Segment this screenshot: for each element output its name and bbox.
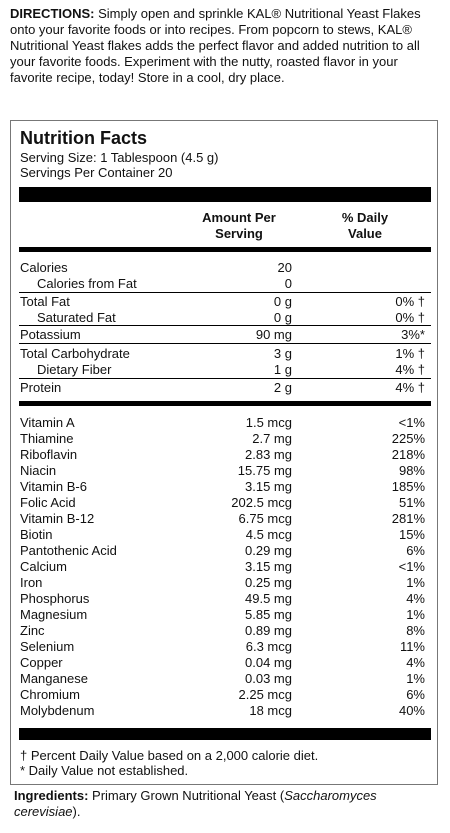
nutrition-facts-title: Nutrition Facts [20,128,148,148]
nutrient-row [19,294,431,310]
nutrient-name: Riboflavin [20,447,78,462]
nutrient-daily-value: 218% [391,447,425,462]
nutrient-row [19,362,431,378]
nutrient-name: Total Carbohydrate [20,346,130,361]
nutrient-row [19,380,431,396]
nutrient-row [19,623,431,639]
nutrient-name: Phosphorus [20,591,90,606]
nutrient-name: Potassium [20,327,81,342]
nutrient-name: Copper [20,655,63,670]
nutrient-daily-value: 1% [406,671,425,686]
nutrient-daily-value: 281% [391,511,425,526]
footnote-dv-not-established: * Daily Value not established. [20,763,189,778]
nutrient-amount: 90 mg [255,327,292,342]
nutrient-row [19,511,431,527]
dv-header-line1: % Daily [341,210,389,225]
footnote-divider [19,728,431,740]
row-divider [19,378,431,379]
nutrient-row [19,575,431,591]
nutrient-amount: 0.89 mg [245,623,292,638]
ingredients-close: ). [72,804,81,819]
directions-body: Simply open and sprinkle KAL® Nutritional Yeast Flakes onto your favorite foods or into recipes. From popcorn to stews, KAL® Nutritional Yeast flakes adds the perfect flavor and added nutrition to all your favorite foods. Experiment with the nutty, roasted flavor in your favorite recipe, today! Store in a cool, dry place. [10,6,421,85]
nutrient-row [19,415,431,431]
nutrient-daily-value: 98% [398,463,425,478]
nutrient-daily-value: <1% [398,415,425,430]
nutrient-daily-value: 225% [391,431,425,446]
nutrient-daily-value: 11% [399,639,425,654]
nutrient-amount: 1 g [273,362,292,377]
nutrient-daily-value: 1% † [395,346,425,361]
nutrient-amount: 3.15 mg [245,559,292,574]
nutrient-daily-value: 3%* [401,327,425,342]
nutrient-daily-value: 15% [398,527,425,542]
nutrient-name: Calories [20,260,68,275]
nutrient-amount: 6.75 mcg [238,511,292,526]
nutrient-row [19,543,431,559]
nutrition-facts-panel [10,120,438,785]
ingredients-text [14,788,434,820]
amount-header-line2: Serving [215,226,263,241]
nutrient-daily-value: 4% [406,591,425,606]
nutrient-row [19,639,431,655]
ingredients-body: Primary Grown Nutritional Yeast ( [88,788,285,803]
row-divider [19,343,431,344]
nutrient-row [19,327,431,343]
thick-divider [19,187,431,202]
nutrient-row [19,276,431,292]
directions-text [10,6,438,86]
nutrient-name: Calories from Fat [37,276,137,291]
nutrient-row [19,495,431,511]
ingredients-label: Ingredients: [14,788,89,803]
nutrient-name: Selenium [20,639,75,654]
dv-header-line2: Value [348,226,382,241]
nutrient-daily-value: 4% † [395,380,425,395]
nutrient-amount: 1.5 mcg [245,415,292,430]
nutrient-row [19,346,431,362]
nutrient-name: Vitamin B-6 [20,479,87,494]
nutrient-amount: 0 [284,276,292,291]
nutrient-daily-value: 0% † [395,294,425,309]
nutrient-name: Protein [20,380,62,395]
nutrient-amount: 2 g [273,380,292,395]
header-divider [19,247,431,252]
nutrient-daily-value: 40% [398,703,425,718]
nutrient-name: Thiamine [20,431,74,446]
nutrient-row [19,703,431,719]
nutrient-daily-value: 6% [406,543,425,558]
nutrient-row [19,591,431,607]
nutrient-amount: 3.15 mg [245,479,292,494]
nutrient-row [19,431,431,447]
nutrient-name: Zinc [20,623,45,638]
nutrient-amount: 0.04 mg [245,655,292,670]
footnote-percent-dv: † Percent Daily Value based on a 2,000 calorie diet. [20,748,319,763]
nutrient-row [19,310,431,326]
nutrient-daily-value: 4% † [395,362,425,377]
nutrient-row [19,260,431,276]
nutrient-amount: 0.25 mg [245,575,292,590]
nutrient-daily-value: 1% [406,607,425,622]
nutrient-name: Chromium [20,687,80,702]
nutrient-name: Saturated Fat [37,310,116,325]
nutrient-daily-value: 185% [391,479,425,494]
nutrient-amount: 5.85 mg [245,607,292,622]
nutrient-amount: 0 g [273,310,292,325]
nutrient-name: Magnesium [20,607,88,622]
nutrient-daily-value: 8% [406,623,425,638]
nutrient-amount: 15.75 mg [237,463,292,478]
nutrient-daily-value: 1% [406,575,425,590]
nutrient-amount: 4.5 mcg [245,527,292,542]
nutrient-daily-value: 51% [398,495,425,510]
nutrient-name: Total Fat [20,294,70,309]
nutrient-row [19,527,431,543]
nutrient-name: Manganese [20,671,88,686]
nutrient-amount: 18 mcg [249,703,292,718]
nutrient-row [19,671,431,687]
nutrient-amount: 6.3 mcg [245,639,292,654]
macro-micro-divider [19,401,431,406]
nutrient-daily-value: 0% † [395,310,425,325]
nutrient-daily-value: <1% [398,559,425,574]
nutrient-name: Vitamin A [20,415,75,430]
nutrient-amount: 0 g [273,294,292,309]
row-divider [19,325,431,326]
nutrient-daily-value: 6% [406,687,425,702]
serving-size: Serving Size: 1 Tablespoon (4.5 g) [20,150,219,165]
nutrient-name: Niacin [20,463,57,478]
nutrient-name: Molybdenum [20,703,95,718]
nutrient-amount: 202.5 mcg [231,495,292,510]
nutrient-amount: 20 [277,260,292,275]
nutrient-name: Biotin [20,527,53,542]
servings-per-container: Servings Per Container 20 [20,165,173,180]
nutrient-row [19,479,431,495]
nutrient-name: Vitamin B-12 [20,511,95,526]
nutrient-name: Calcium [20,559,67,574]
amount-per-serving-header [179,210,299,242]
directions-label: DIRECTIONS: [10,6,95,21]
nutrient-name: Pantothenic Acid [20,543,117,558]
amount-header-line1: Amount Per [202,210,276,225]
nutrient-amount: 0.03 mg [245,671,292,686]
nutrient-row [19,655,431,671]
nutrient-amount: 2.25 mcg [238,687,292,702]
nutrient-row [19,687,431,703]
nutrient-amount: 2.83 mg [245,447,292,462]
nutrient-row [19,463,431,479]
nutrient-amount: 49.5 mg [245,591,292,606]
row-divider [19,292,431,293]
ingredients-species: Saccharomyces cerevisiae [14,788,377,819]
nutrient-row [19,607,431,623]
nutrient-name: Folic Acid [20,495,76,510]
nutrient-amount: 3 g [273,346,292,361]
nutrient-daily-value: 4% [406,655,425,670]
nutrient-row [19,559,431,575]
nutrient-amount: 0.29 mg [245,543,292,558]
daily-value-header [311,210,419,242]
nutrient-name: Dietary Fiber [37,362,112,377]
nutrient-name: Iron [20,575,43,590]
nutrient-amount: 2.7 mg [252,431,292,446]
nutrient-row [19,447,431,463]
